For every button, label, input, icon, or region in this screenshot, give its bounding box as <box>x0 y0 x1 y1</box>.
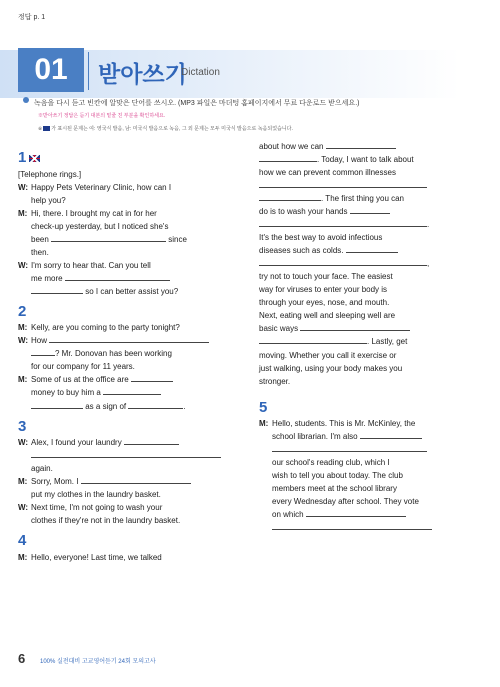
answer-blank[interactable] <box>259 192 321 201</box>
note-prefix: ※ <box>38 126 43 132</box>
uk-flag-icon <box>43 126 50 131</box>
dialogue-line: W: How <box>18 334 238 347</box>
dialogue-line: again. <box>31 464 53 474</box>
answer-blank[interactable] <box>272 521 432 530</box>
dialogue-line: do is to wash your hands <box>259 205 484 218</box>
dialogue-line: M: Hello, students. This is Mr. McKinley, the <box>259 419 416 429</box>
dialogue-line: been since <box>31 234 187 244</box>
answer-blank[interactable] <box>350 205 390 214</box>
dialogue-line: put my clothes in the laundry basket. <box>31 490 161 500</box>
dialogue-line: so I can better assist you? <box>18 285 238 298</box>
answer-blank[interactable] <box>131 373 173 382</box>
dialogue-line: about how we can <box>259 140 484 153</box>
dialogue-line: Next, eating well and sleeping well are <box>259 311 396 321</box>
dialogue-line: moving. Whether you call it exercise or <box>259 350 397 360</box>
dialogue-line: M: Sorry, Mom. I <box>18 475 238 488</box>
page-number: 6 <box>18 651 26 666</box>
dialogue-line: how we can prevent common illnesses <box>259 168 396 178</box>
instruction-note-answers: ※받아쓰기 정답은 듣기 대본의 밑줄 친 부분을 확인하세요. <box>38 113 166 119</box>
dialogue-line: ? Mr. Donovan has been working <box>18 347 238 360</box>
title-korean: 받아쓰기 <box>98 61 187 87</box>
dialogue-line: our school's reading club, which I <box>272 458 390 468</box>
answer-blank[interactable] <box>124 436 179 445</box>
dialogue-line: check-up yesterday, but I noticed she's <box>31 221 169 231</box>
answer-blank[interactable] <box>31 449 221 458</box>
dialogue-line: money to buy him a <box>18 386 238 399</box>
dialogue-line: . Lastly, get <box>259 335 484 348</box>
dialogue-line <box>259 521 484 534</box>
dialogue-line: . The first thing you can <box>259 192 484 205</box>
left-column <box>18 144 238 564</box>
stage-direction: [Telephone rings.] <box>18 169 82 179</box>
dialogue-line: through your eyes, nose, and mouth. <box>259 298 390 308</box>
question-number: 4 <box>18 532 27 550</box>
answer-blank[interactable] <box>360 430 422 439</box>
dialogue-line: help you? <box>31 195 66 205</box>
dialogue-line: It's the best way to avoid infectious <box>259 233 383 243</box>
dialogue-line: members meet at the school library <box>272 484 397 494</box>
footer-book-title: 100% 실전대비 고교영어듣기 24회 모의고사 <box>40 659 156 665</box>
dialogue-line: M: Kelly, are you coming to the party tonight? <box>18 323 180 333</box>
dialogue-line: stronger. <box>259 376 291 386</box>
dialogue-line: W: Happy Pets Veterinary Clinic, how can I <box>18 182 172 192</box>
dialogue-line: clothes if they're not in the laundry basket. <box>31 516 181 526</box>
dialogue-line: then. <box>31 247 49 257</box>
dialogue-line: school librarian. I'm also <box>259 430 484 443</box>
answer-blank[interactable] <box>259 179 427 188</box>
answer-page-label: 정답 p. 1 <box>18 14 46 21</box>
answer-blank[interactable] <box>51 233 166 242</box>
answer-blank[interactable] <box>306 508 406 517</box>
bullet-icon <box>23 97 29 103</box>
answer-blank[interactable] <box>300 322 410 331</box>
right-column <box>259 140 484 534</box>
answer-blank[interactable] <box>259 218 427 227</box>
answer-blank[interactable] <box>31 400 83 409</box>
answer-blank[interactable] <box>346 244 398 253</box>
answer-blank[interactable] <box>81 475 191 484</box>
dialogue-line: M: Hi, there. I brought my cat in for her <box>18 208 157 218</box>
question-number: 2 <box>18 302 27 320</box>
dialogue-line: way for viruses to enter your body is <box>259 285 388 295</box>
dialogue-line: as a sign of . <box>18 400 238 413</box>
answer-blank[interactable] <box>259 257 427 266</box>
dialogue-line: W: Next time, I'm not going to wash your <box>18 503 163 513</box>
dialogue-line: . <box>259 218 484 231</box>
question-number: 5 <box>259 398 268 416</box>
answer-blank[interactable] <box>31 285 83 294</box>
dialogue-line: wish to tell you about today. The club <box>272 471 403 481</box>
dialogue-line: for our company for 11 years. <box>31 362 135 372</box>
dialogue-line <box>259 443 484 456</box>
dialogue-line: , <box>259 257 484 270</box>
dialogue-line: try not to touch your face. The easiest <box>259 272 393 282</box>
title-english: Dictation <box>181 67 220 78</box>
answer-blank[interactable] <box>49 334 209 343</box>
dialogue-line: . Today, I want to talk about <box>259 153 484 166</box>
uk-flag-icon <box>29 155 40 162</box>
dialogue-line: M: Hello, everyone! Last time, we talked <box>18 552 162 562</box>
dialogue-line: on which <box>259 508 484 521</box>
dialogue-line <box>259 179 484 192</box>
dialogue-line: M: Some of us at the office are <box>18 373 238 386</box>
dialogue-line: diseases such as colds. <box>259 244 484 257</box>
answer-blank[interactable] <box>326 140 396 149</box>
answer-blank[interactable] <box>272 443 427 452</box>
answer-blank[interactable] <box>65 272 170 281</box>
answer-blank[interactable] <box>259 335 367 344</box>
dialogue-line: every Wednesday after school. They vote <box>272 497 419 507</box>
instruction-note-accent <box>38 125 293 132</box>
answer-blank[interactable] <box>128 400 183 409</box>
dialogue-line: me more <box>18 272 238 285</box>
dialogue-line: just walking, using your body makes you <box>259 363 403 373</box>
dialogue-line: W: Alex, I found your laundry <box>18 436 238 449</box>
answer-blank[interactable] <box>103 386 161 395</box>
question-number: 1 <box>18 148 238 168</box>
instruction-main: 녹음을 다시 듣고 빈칸에 알맞은 단어를 쓰시오. (MP3 파일은 마더텅 홈페이지에서 무료 다운로드 받으세요.) <box>34 100 360 107</box>
dialogue-line: W: I'm sorry to hear that. Can you tell <box>18 260 151 270</box>
header-divider <box>88 52 89 90</box>
dialogue-line: basic ways <box>259 322 484 335</box>
exercise-number: 01 <box>18 48 84 92</box>
dialogue-line <box>18 449 238 462</box>
question-number: 3 <box>18 417 27 435</box>
note-text: 가 표시된 문제는 여: 영국식 발음, 남: 미국식 발음으로 녹음, 그 외 문제는 모두 미국식 발음으로 녹음되었습니다. <box>51 126 293 132</box>
answer-blank[interactable] <box>31 347 55 356</box>
answer-blank[interactable] <box>259 153 317 162</box>
